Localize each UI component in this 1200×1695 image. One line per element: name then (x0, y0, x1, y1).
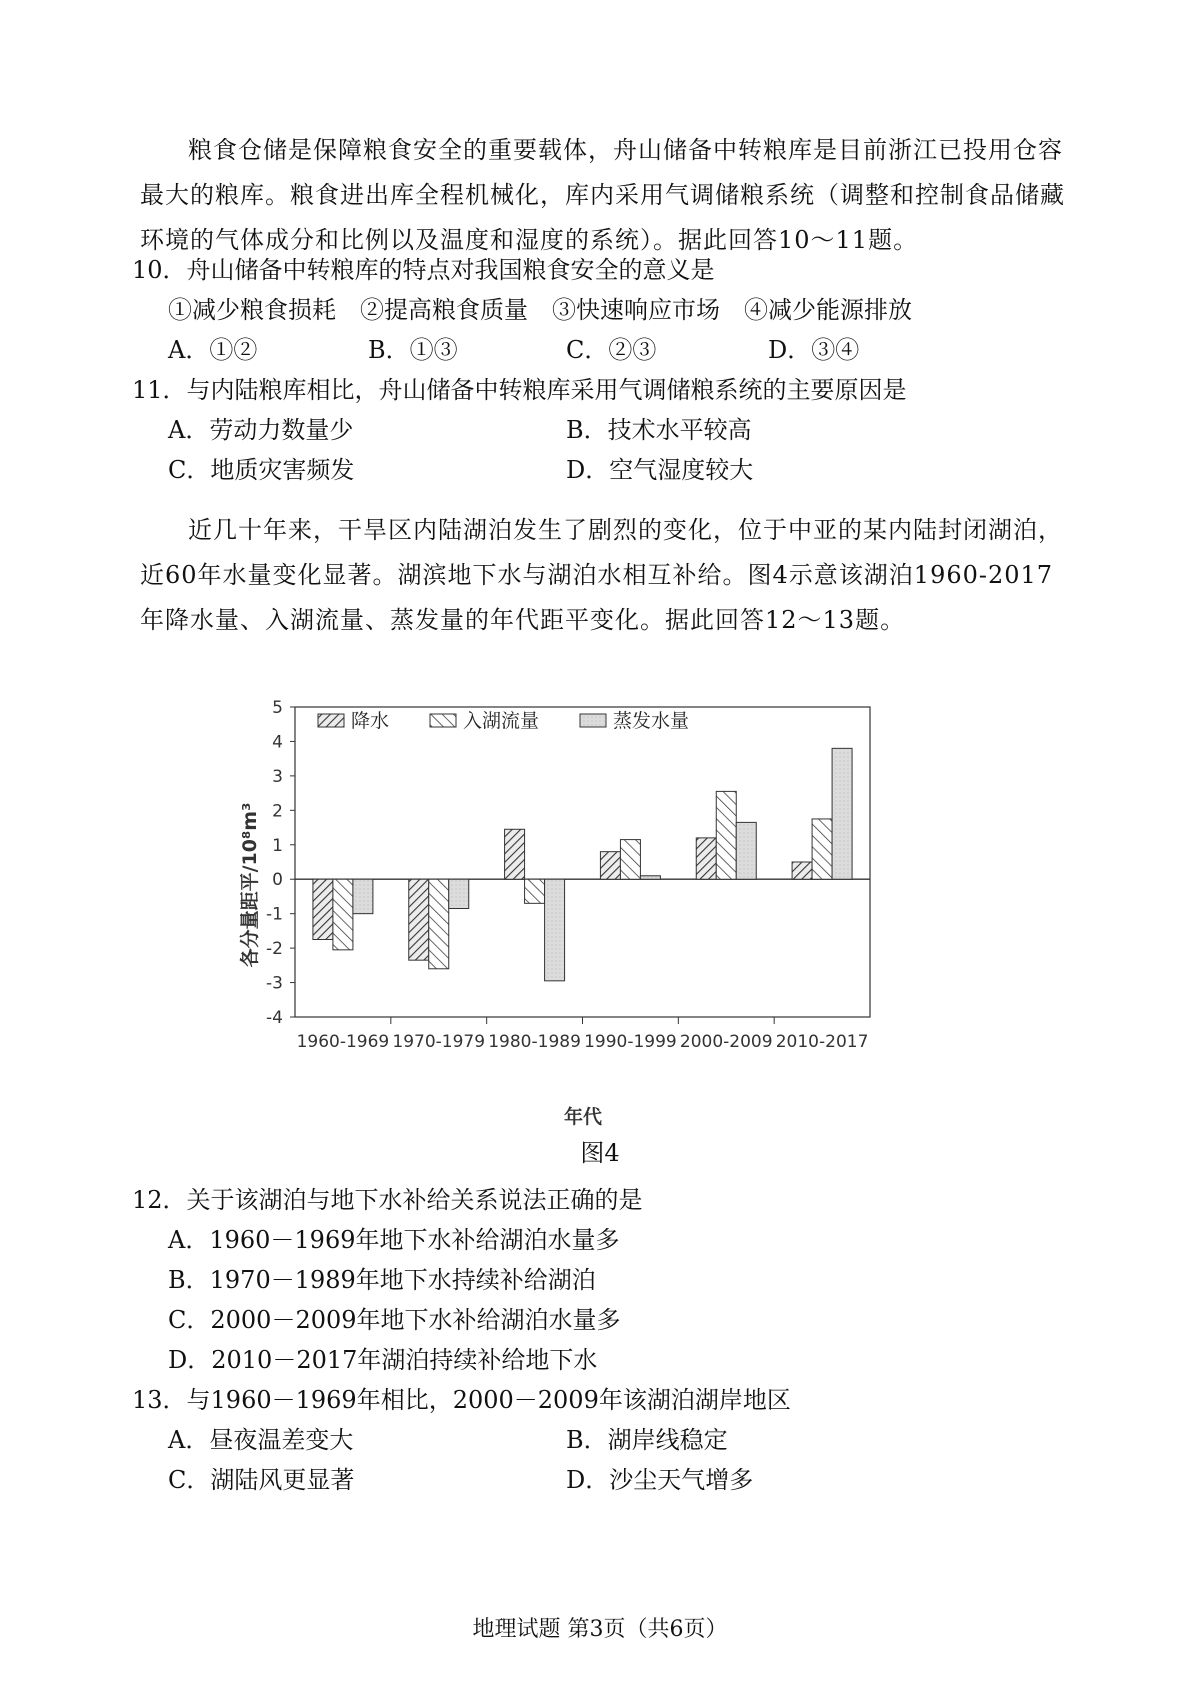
question-12-option-d: D．2010－2017年湖泊持续补给地下水 (168, 1346, 598, 1374)
legend-swatch (580, 714, 606, 727)
bar-evaporation (545, 879, 565, 981)
question-13-option-c: C．湖陆风更显著 (168, 1466, 355, 1494)
x-axis-label: 年代 (563, 1106, 603, 1128)
bar-precipitation (313, 879, 333, 939)
question-10-items: ①减少粮食损耗 ②提高粮食质量 ③快速响应市场 ④减少能源排放 (168, 296, 912, 324)
y-tick-label: -1 (266, 904, 283, 925)
bar-evaporation (640, 876, 660, 879)
question-12-option-b: B．1970－1989年地下水持续补给湖泊 (168, 1266, 596, 1294)
question-11-option-b: B．技术水平较高 (566, 416, 752, 444)
x-tick-label: 2000-2009 (679, 1032, 773, 1052)
bar-inflow (620, 840, 640, 880)
bar-inflow (812, 819, 832, 879)
legend-label: 入湖流量 (463, 710, 540, 732)
legend-swatch (430, 714, 456, 727)
bar-inflow (525, 879, 545, 903)
y-tick-label: 2 (272, 801, 283, 822)
bar-precipitation (792, 862, 812, 879)
bar-inflow (333, 879, 353, 950)
question-10-option-a: A．①② (168, 336, 258, 364)
bar-inflow (429, 879, 449, 969)
question-13-option-b: B．湖岸线稳定 (566, 1426, 728, 1454)
bar-evaporation (353, 879, 373, 913)
lake-anomaly-chart (230, 695, 970, 1130)
question-12-option-c: C．2000－2009年地下水补给湖泊水量多 (168, 1306, 621, 1334)
question-12-option-a: A．1960－1969年地下水补给湖泊水量多 (168, 1226, 620, 1254)
chart-svg (230, 695, 970, 1130)
x-tick-label: 1980-1989 (488, 1032, 581, 1052)
y-tick-label: -2 (266, 939, 283, 960)
x-tick-label: 2010-2017 (775, 1032, 869, 1052)
question-10-stem: 10．舟山储备中转粮库的特点对我国粮食安全的意义是 (132, 256, 715, 284)
question-10-option-b: B．①③ (368, 336, 458, 364)
bar-precipitation (600, 852, 620, 880)
bar-evaporation (449, 879, 469, 908)
y-tick-label: 0 (272, 870, 283, 891)
question-13-stem: 13．与1960－1969年相比，2000－2009年该湖泊湖岸地区 (132, 1386, 791, 1414)
question-11-option-d: D．空气湿度较大 (566, 456, 754, 484)
question-13-option-d: D．沙尘天气增多 (566, 1466, 754, 1494)
page-footer: 地理试题 第3页（共6页） (472, 1617, 728, 1642)
x-tick-label: 1970-1979 (392, 1032, 486, 1052)
question-13-option-a: A．昼夜温差变大 (168, 1426, 354, 1454)
legend-label: 蒸发水量 (613, 710, 690, 732)
bar-precipitation (505, 829, 525, 879)
y-axis-label: 各分量距平/10⁸m³ (239, 802, 261, 968)
y-tick-label: 5 (272, 698, 283, 718)
question-11-option-a: A．劳动力数量少 (168, 416, 354, 444)
bar-inflow (716, 791, 736, 879)
figure-caption: 图4 (580, 1139, 620, 1167)
question-11-stem: 11．与内陆粮库相比，舟山储备中转粮库采用气调储粮系统的主要原因是 (132, 376, 907, 404)
x-tick-label: 1990-1999 (584, 1032, 677, 1052)
bar-precipitation (409, 879, 429, 960)
y-tick-label: 4 (272, 732, 283, 753)
question-11-option-c: C．地质灾害频发 (168, 456, 355, 484)
passage-inland-lake: 近几十年来，干旱区内陆湖泊发生了剧烈的变化，位于中亚的某内陆封闭湖泊，近60年水量变化显著。湖滨地下水与湖泊水相互补给。图4示意该湖泊1960-2017年降水量、入湖流量、蒸发量的年代距平变化。据此回答12～13题。 (140, 516, 1063, 634)
legend-swatch (318, 714, 344, 727)
bar-evaporation (736, 822, 756, 879)
x-tick-label: 1960-1969 (296, 1032, 390, 1052)
plot-frame (295, 707, 870, 1017)
y-tick-label: -3 (266, 973, 283, 994)
y-tick-label: 3 (272, 766, 283, 787)
legend-label: 降水 (351, 710, 390, 732)
passage-grain-storage: 粮食仓储是保障粮食安全的重要载体，舟山储备中转粮库是目前浙江已投用仓容最大的粮库。粮食进出库全程机械化，库内采用气调储粮系统（调整和控制食品储藏环境的气体成分和比例以及温度和湿度的系统）。据此回答10～11题。 (140, 136, 1065, 254)
bar-precipitation (696, 838, 716, 879)
y-tick-label: -4 (266, 1008, 283, 1028)
question-12-stem: 12．关于该湖泊与地下水补给关系说法正确的是 (132, 1186, 643, 1214)
question-10-option-d: D．③④ (768, 336, 860, 364)
y-tick-label: 1 (272, 835, 283, 856)
bar-evaporation (832, 748, 852, 879)
question-10-option-c: C．②③ (566, 336, 657, 364)
